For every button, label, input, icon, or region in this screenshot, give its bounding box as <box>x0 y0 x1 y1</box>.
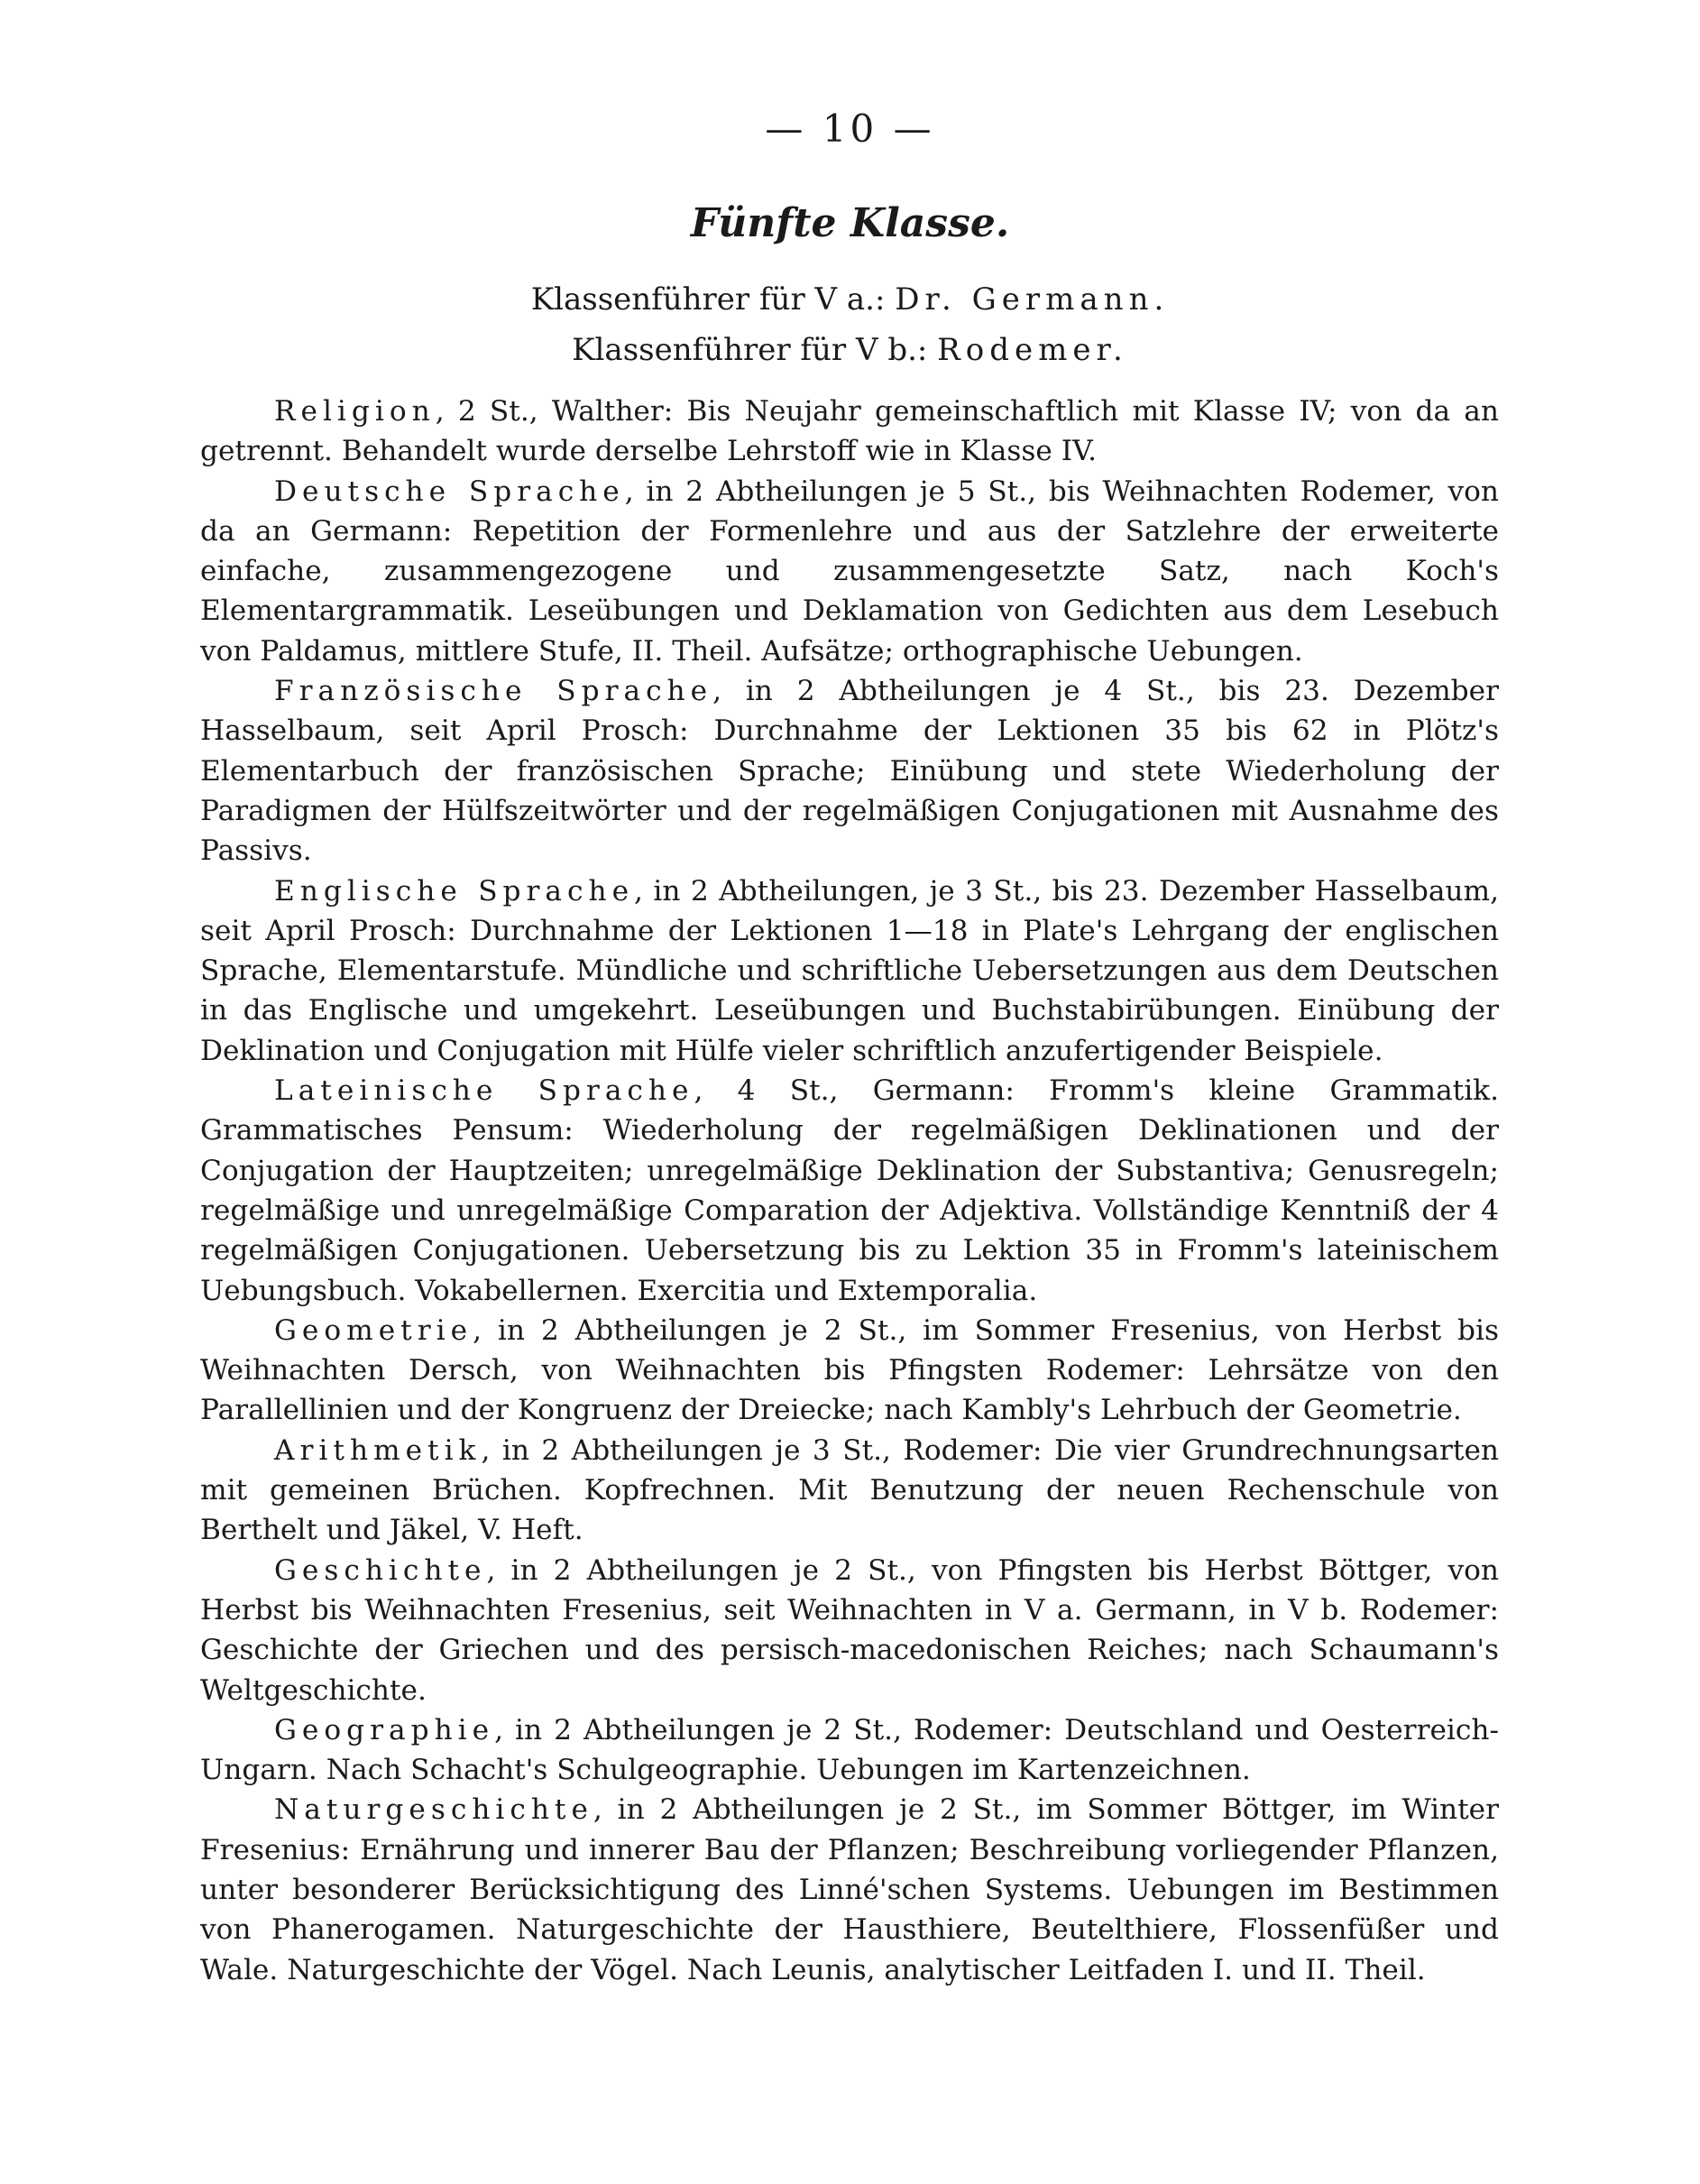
subject-name: Geometrie <box>274 1313 473 1347</box>
subject-description: , in 2 Abtheilungen je 2 St., Rodemer: Deutschland und Oesterreich-Ungarn. Nach Schacht's Schulgeographie. Uebungen im Kartenzeichnen. <box>200 1713 1499 1787</box>
subject-name: Geographie <box>274 1713 495 1746</box>
subject-description: , in 2 Abtheilungen, je 3 St., bis 23. Dezember Hasselbaum, seit April Prosch: Durchnahme der Lektionen 1—18 in Plate's Lehrgang der englischen Sprache, Elementarstufe. Mündliche und schriftliche Uebersetzungen aus dem Deutschen in das Englische und umgekehrt. Leseübungen und Buchstabirübungen. Einübung der Deklination und Conjugation mit Hülfe vieler schriftlich anzufertigender Beispiele. <box>200 874 1499 1067</box>
subject-name: Religion <box>274 395 436 428</box>
subject-paragraph-geometrie <box>200 1311 1499 1431</box>
subject-name: Arithmetik <box>274 1433 482 1467</box>
section-title: Fünfte Klasse. <box>690 200 1010 246</box>
subject-paragraph-franzoesisch <box>200 671 1499 871</box>
class-leader-name: Rodemer. <box>937 332 1128 368</box>
page-number: — 10 — <box>765 106 935 151</box>
subject-description: , in 2 Abtheilungen je 2 St., von Pfingsten bis Herbst Böttger, von Herbst bis Weihnachten Fresenius, seit Weihnachten in V a. Germann, in V b. Rodemer: Geschichte der Griechen und des persisch-macedonischen Reiches; nach Schaumann's Weltgeschichte. <box>200 1553 1499 1707</box>
class-leader-label: Klassenführer für V b.: <box>572 332 938 368</box>
subject-name: Englische Sprache <box>274 874 635 908</box>
subject-description: , in 2 Abtheilungen je 2 St., im Sommer Böttger, im Winter Fresenius: Ernährung und innerer Bau der Pflanzen; Beschreibung vorliegender Pflanzen, unter besonderer Berücksichtigung des Linné'schen Systems. Uebungen im Bestimmen von Phanerogamen. Naturgeschichte der Hausthiere, Beutelthiere, Flossenfüßer und Wale. Naturgeschichte der Vögel. Nach Leunis, analytischer Leitfaden I. und II. Theil. <box>200 1793 1499 1986</box>
subject-paragraph-naturgeschichte <box>200 1790 1499 1989</box>
subject-description: , 2 St., Walther: Bis Neujahr gemeinschaftlich mit Klasse IV; von da an getrennt. Behandelt wurde derselbe Lehrstoff wie in Klasse IV. <box>200 395 1499 468</box>
subject-name: Französische Sprache <box>274 675 713 708</box>
subject-description: , in 2 Abtheilungen je 5 St., bis Weihnachten Rodemer, von da an Germann: Repetition der Formenlehre und aus der Satzlehre der erweiterte einfache, zusammengezogene und zusammengesetzte Satz, nach Koch's Elementargrammatik. Leseübungen und Deklamation von Gedichten aus dem Lesebuch von Paldamus, mittlere Stufe, II. Theil. Aufsätze; orthographische Uebungen. <box>200 475 1499 668</box>
subject-description: , 4 St., Germann: Fromm's kleine Grammatik. Grammatisches Pensum: Wiederholung der regelmäßigen Deklinationen und der Conjugation der Hauptzeiten; unregelmäßige Deklination der Substantiva; Genusregeln; regelmäßige und unregelmäßige Comparation der Adjektiva. Vollständige Kenntniß der 4 regelmäßigen Conjugationen. Uebersetzung bis zu Lektion 35 in Fromm's lateinischem Uebungsbuch. Vokabellernen. Exercitia und Extemporalia. <box>200 1074 1499 1307</box>
subject-description: , in 2 Abtheilungen je 2 St., im Sommer Fresenius, von Herbst bis Weihnachten Dersch, von Weihnachten bis Pfingsten Rodemer: Lehrsätze von den Parallellinien und der Kongruenz der Dreiecke; nach Kambly's Lehrbuch der Geometrie. <box>200 1313 1499 1427</box>
class-leader-label: Klassenführer für V a.: <box>530 281 896 318</box>
subject-name: Deutsche Sprache <box>274 475 625 508</box>
subject-name: Geschichte <box>274 1553 487 1587</box>
subject-name: Lateinische Sprache <box>274 1074 694 1108</box>
subject-paragraph-latein <box>200 1071 1499 1311</box>
subject-paragraph-religion <box>200 392 1499 472</box>
class-leader-name: Dr. Germann. <box>895 281 1170 318</box>
subject-description: , in 2 Abtheilungen je 4 St., bis 23. Dezember Hasselbaum, seit April Prosch: Durchnahme der Lektionen 35 bis 62 in Plötz's Elementarbuch der französischen Sprache; Einübung und stete Wiederholung der Paradigmen der Hülfszeitwörter und der regelmäßigen Conjugationen mit Ausnahme des Passivs. <box>200 675 1499 868</box>
subject-paragraph-arithmetik <box>200 1431 1499 1551</box>
class-leader-va <box>0 281 1700 318</box>
class-leader-vb <box>0 332 1700 368</box>
subject-description: , in 2 Abtheilungen je 3 St., Rodemer: Die vier Grundrechnungsarten mit gemeinen Brüchen. Kopfrechnen. Mit Benutzung der neuen Rechenschule von Berthelt und Jäkel, V. Heft. <box>200 1433 1499 1547</box>
subject-paragraph-englisch <box>200 871 1499 1071</box>
subject-name: Naturgeschichte <box>274 1793 593 1827</box>
subject-list <box>200 392 1499 1990</box>
subject-paragraph-geographie <box>200 1710 1499 1791</box>
subject-paragraph-geschichte <box>200 1551 1499 1710</box>
subject-paragraph-deutsch <box>200 472 1499 671</box>
